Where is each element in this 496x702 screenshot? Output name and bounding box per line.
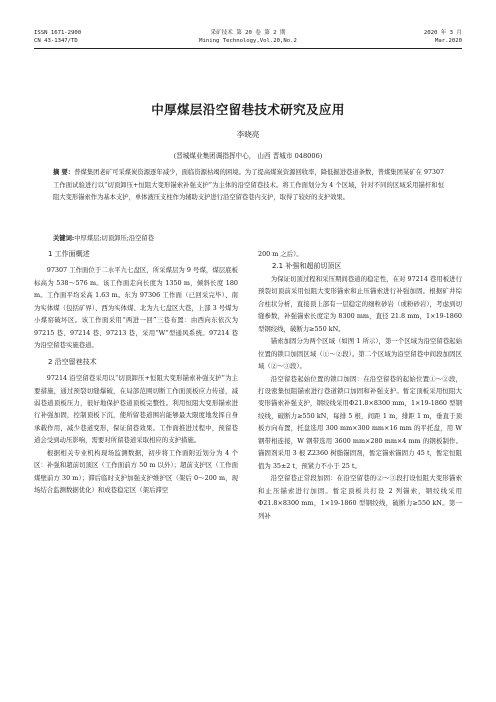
section-heading-2: 2 沿空留巷技术 [48, 357, 97, 366]
issue-date-cn: 2020 年 3 月 [423, 30, 462, 36]
section-heading-2-1: 2.1 补强和超前切顶区 [272, 262, 342, 271]
header-rule [34, 48, 462, 49]
paragraph: 沿空留巷起始位置的锁口加固：在沿空留巷的起始位置①～②段，打设密集恒阻锚索进行巷道锁口加固和补强支护。暂定顶板采用恒阻大变形锚索补强支护，钢绞线采用Φ21.8×8300 mm，1×19-1860 型钢绞线，破断力≥550 kN，每排 5 根，间距 1 m，排距 1 m，垂直于顶板方向布置，托盘选用 300 mm×300 mm×16 mm 的平托盘，用 W 钢带相连接，W 钢带选用 3600 mm×280 mm×4 mm 的钢板制作。锚固剂采用 3 根 Z2360 树脂锚固剂，暂定锚索锚固力 45 t，暂定恒阻值为 35±2 t，预紧力不小于 25 t。 [258, 374, 462, 470]
abstract-label: 摘 要： [53, 169, 75, 176]
paper-title: 中厚煤层沿空留巷技术研究及应用 [151, 102, 345, 117]
paragraph: 为保证切顶过程和采压期间巷道的稳定性，在对 97214 巷用板进行预裂切顶前采用恒阻大变形锚索和止压锚索进行补强加固。根据矿井综合柱状分析，直接顶上部有一层稳定的细粒砂岩（或粉砂岩），考虑到切缝参数，补强锚索长度定为 8300 mm，直径 21.8 mm，1×19-1860 型钢绞线，破断力≥550 kN。 [258, 274, 462, 333]
affiliation: (晋城煤业集团调指挥中心， 山西 晋城市 048006) [173, 152, 323, 160]
paragraph: 锚索加固分为两个区域（如图 1 所示），第一个区域为沿空留巷起始位置的锁口加固区域（①～②段）。第二个区域为沿空留巷中间段加固区域（②～③段）。 [258, 337, 462, 371]
header-right [424, 30, 462, 45]
section-heading-1: 1 工作面概述 [48, 250, 90, 258]
paragraph: 根据相关专业机构现场监测数据，初步将工作面附近划分为 4 个区：补强和超前切顶区（工作面前方 50 m 以外）；超前支护区（工作面煤壁前方 30 m）；滞后临时支护加强支护维护区（架后 0～200 m，现场结合监测数据优化）和成巷稳定区（架后滞空 [34, 448, 238, 495]
issn: ISSN 1671-2900 [34, 30, 82, 36]
keywords [53, 233, 444, 242]
issue-date-en: Mar.2020 [435, 37, 462, 44]
paragraph: 沿空留巷正常段加固：在沿空留巷的②～③段打设恒阻大变形锚索和止压锚索进行加固。暂定顶板共打设 2 列锚索，钢绞线采用Φ21.8×8300 mm，1×19-1860 型钢绞线，破断力≥550 kN。第一列补 [258, 474, 462, 520]
keywords-text: 中厚煤层;切顶卸压;沿空留巷 [74, 235, 155, 242]
paragraph: 97214 沿空留巷采用以“切顶卸压+恒阻大变形锚索补强支护”为主要措施，通过预裂切缝爆破，在局部范围切断工作面顶板应力传递，减弱巷道顶板压力，很好地保护巷道顶板完整性。利用恒阻大变形锚索进行补强加固，控制顶板下沉，使所留巷道围岩能够最大限度地发挥自身承载作用，减少巷道变形，保证留巷效果。工作面推进过程中，预留巷道会受到动压影响，需要对所留巷道采取相应的支护措施。 [34, 374, 238, 445]
author-name: 李晓亮 [236, 130, 260, 139]
journal-name-cn: 采矿技术 第 20 卷 第 2 期 [210, 30, 286, 36]
abstract [53, 167, 444, 205]
keywords-label: 关键词: [53, 235, 75, 242]
left-column [34, 248, 238, 497]
abstract-text: 普煤集团老矿可采煤炭资源逐年减少，面临资源枯竭的困境。为了提高煤炭资源回收率，降低掘进巷道条数，普煤集团某矿在 97307 工作面试验进行以“切顶卸压+恒阻大变形锚索补强支护”为主体的沿空留巷技术。将工作面划分为 4 个区域，针对不同的区域采用锚杆和恒阻大变形锚索作为基本支护，单体液压支柱作为辅助支护进行沿空留巷巷内支护，取得了较好的支护效果。 [53, 169, 444, 202]
journal-name-en: Mining Technology,Vol.20,No.2 [199, 37, 297, 44]
paragraph: 97307 工作面位于二水平九七盘区，所采煤层为 9 号煤，煤层底板标高为 538～576 m。该工作面走向长度为 1350 m，倾斜长度 180 m。工作面平均采高 1.63 m。东为 97306 工作面（已回采完毕）、南为实体煤（包括矿界）、西为实体煤、北为九七盘区大巷，上部 3 号煤为小煤窑破坏区。该工作面采用“两进一回”三巷布置：由西向东依次为 97215 巷、97214 巷、97213 巷，采用“W”型通风系统。97214 巷为沿空留巷实施巷道。 [34, 266, 238, 350]
header-center [34, 30, 462, 45]
cn-number: CN 43-1347/TD [34, 37, 78, 44]
right-column [258, 248, 462, 522]
paragraph-continued: 200 m 之后）。 [258, 250, 303, 258]
